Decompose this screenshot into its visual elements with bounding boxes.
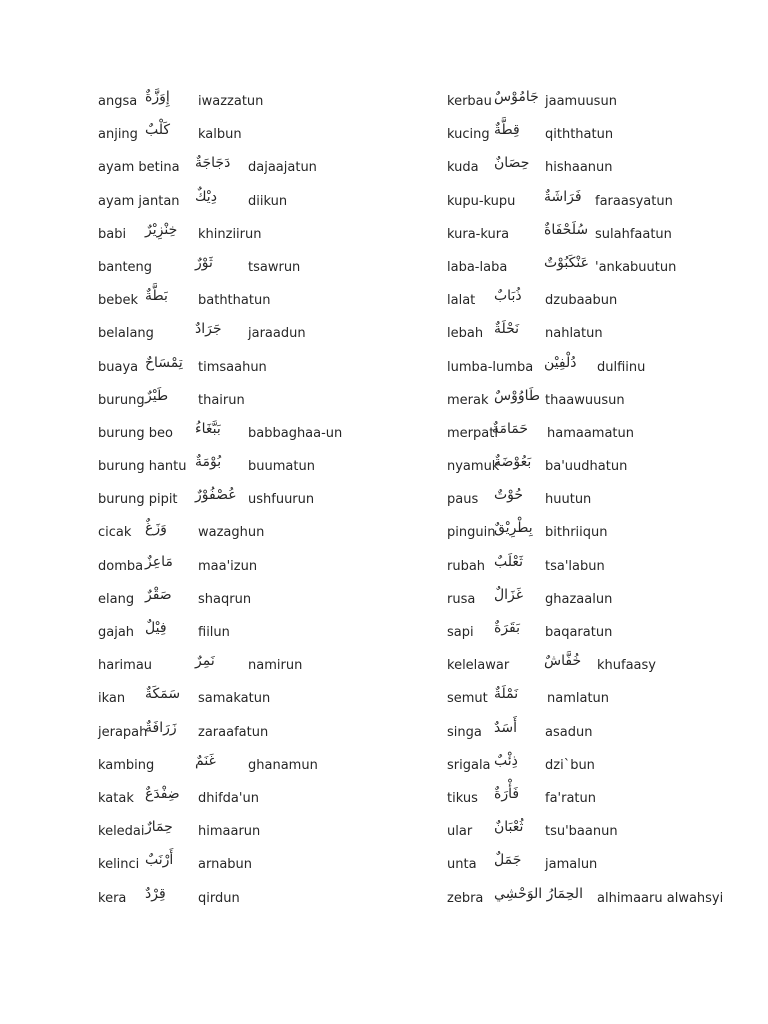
arabic-word: سَمَكَةٌ bbox=[145, 686, 181, 703]
vocab-row bbox=[447, 356, 757, 389]
indonesian-word: banteng bbox=[98, 259, 153, 275]
arabic-word: فَرَاشَةٌ bbox=[544, 188, 582, 205]
transliteration: ghanamun bbox=[248, 757, 318, 773]
indonesian-word: zebra bbox=[447, 890, 484, 906]
transliteration: samakatun bbox=[198, 691, 271, 707]
indonesian-word: ular bbox=[447, 824, 473, 840]
indonesian-word: pinguin bbox=[447, 525, 496, 541]
vocab-row bbox=[98, 455, 428, 488]
indonesian-word: kelelawar bbox=[447, 658, 510, 674]
transliteration: alhimaaru alwahsyi bbox=[597, 890, 724, 906]
vocab-row bbox=[98, 687, 428, 720]
vocab-row bbox=[98, 588, 428, 621]
indonesian-word: laba-laba bbox=[447, 259, 508, 275]
indonesian-word: katak bbox=[98, 790, 134, 806]
indonesian-word: tikus bbox=[447, 790, 478, 806]
vocab-row bbox=[447, 621, 757, 654]
arabic-word: غَنَمٌ bbox=[195, 752, 216, 769]
vocab-row bbox=[98, 654, 428, 687]
arabic-word: نَمِرٌ bbox=[195, 653, 215, 670]
arabic-word: حِمَارٌ bbox=[145, 819, 173, 836]
vocab-row bbox=[98, 887, 428, 920]
arabic-word: غَزَالٌ bbox=[494, 586, 524, 603]
vocab-row bbox=[98, 322, 428, 355]
vocab-row bbox=[447, 389, 757, 422]
arabic-word: بُوْمَةٌ bbox=[195, 454, 222, 471]
arabic-word: عَنْكَبُوْتٌ bbox=[544, 254, 589, 271]
indonesian-word: harimau bbox=[98, 658, 153, 674]
arabic-word: مَاعِزٌ bbox=[145, 553, 173, 570]
left-column bbox=[98, 90, 428, 920]
vocab-row bbox=[98, 853, 428, 886]
indonesian-word: sapi bbox=[447, 625, 474, 640]
transliteration: namirun bbox=[248, 658, 303, 674]
transliteration: thairun bbox=[198, 392, 245, 408]
transliteration: qiththatun bbox=[545, 127, 614, 143]
vocab-row bbox=[447, 787, 757, 820]
transliteration: 'ankabuutun bbox=[595, 259, 677, 275]
transliteration: thaawuusun bbox=[545, 392, 625, 408]
vocab-row bbox=[98, 356, 428, 389]
arabic-word: إِوَزَّةٌ bbox=[145, 89, 170, 105]
vocab-row bbox=[447, 322, 757, 355]
indonesian-word: burung beo bbox=[98, 425, 173, 441]
indonesian-word: jerapah bbox=[98, 724, 148, 740]
transliteration: asadun bbox=[545, 724, 593, 740]
arabic-word: بَعُوْضَةٌ bbox=[494, 454, 532, 471]
arabic-word: فِيْلٌ bbox=[145, 620, 167, 636]
vocab-row bbox=[447, 654, 757, 687]
transliteration: tsawrun bbox=[248, 259, 301, 275]
vocab-row bbox=[447, 289, 757, 322]
arabic-word: دُلْفِيْن bbox=[544, 354, 577, 371]
transliteration: namlatun bbox=[547, 691, 610, 707]
transliteration: ba'uudhatun bbox=[545, 459, 628, 475]
vocab-row bbox=[447, 156, 757, 189]
indonesian-word: kucing bbox=[447, 127, 490, 143]
indonesian-word: kerbau bbox=[447, 94, 492, 109]
arabic-word: بَقَرَةٌ bbox=[494, 620, 521, 636]
arabic-word: جَمَلٌ bbox=[494, 852, 522, 869]
transliteration: baqaratun bbox=[545, 625, 613, 640]
indonesian-word: belalang bbox=[98, 326, 154, 342]
vocab-row bbox=[98, 156, 428, 189]
transliteration: sulahfaatun bbox=[595, 226, 672, 242]
transliteration: faraasyatun bbox=[595, 193, 673, 209]
arabic-word: حُوْتٌ bbox=[494, 487, 524, 504]
right-column bbox=[447, 90, 757, 920]
indonesian-word: lalat bbox=[447, 293, 476, 309]
vocab-row bbox=[447, 588, 757, 621]
vocab-row bbox=[447, 853, 757, 886]
arabic-word: خِنْزِيْرٌ bbox=[145, 221, 178, 238]
vocab-row bbox=[98, 422, 428, 455]
transliteration: huutun bbox=[545, 492, 592, 508]
indonesian-word: anjing bbox=[98, 127, 138, 143]
transliteration: dzubaabun bbox=[545, 293, 618, 309]
vocab-row bbox=[98, 123, 428, 156]
vocab-row bbox=[98, 521, 428, 554]
transliteration: ghazaalun bbox=[545, 591, 613, 607]
vocab-row bbox=[447, 721, 757, 754]
transliteration: arnabun bbox=[198, 857, 253, 873]
arabic-word: ذِئْبٌ bbox=[494, 752, 518, 769]
transliteration: wazaghun bbox=[198, 525, 265, 541]
vocab-row bbox=[447, 820, 757, 853]
transliteration: buumatun bbox=[248, 459, 315, 475]
transliteration: diikun bbox=[248, 193, 288, 209]
arabic-word: أَرْنَبٌ bbox=[145, 852, 174, 869]
indonesian-word: nyamuk bbox=[447, 459, 500, 475]
vocab-row bbox=[447, 887, 757, 920]
indonesian-word: paus bbox=[447, 492, 479, 508]
vocab-row bbox=[447, 223, 757, 256]
indonesian-word: keledai bbox=[98, 824, 145, 840]
arabic-word: عُصْفُوْرٌ bbox=[195, 487, 237, 504]
arabic-word: قِطَّةٌ bbox=[494, 122, 520, 139]
transliteration: tsu'baanun bbox=[545, 824, 618, 840]
arabic-word: الحِمَارُ الوَحْشِي bbox=[494, 885, 583, 902]
transliteration: dajaajatun bbox=[248, 160, 317, 176]
transliteration: himaarun bbox=[198, 824, 261, 840]
indonesian-word: burung bbox=[98, 392, 145, 408]
arabic-word: كَلْبٌ bbox=[145, 122, 171, 139]
indonesian-word: ikan bbox=[98, 691, 126, 707]
transliteration: qirdun bbox=[198, 890, 240, 906]
vocab-row bbox=[447, 455, 757, 488]
vocab-row bbox=[447, 90, 757, 123]
indonesian-word: kura-kura bbox=[447, 226, 510, 242]
indonesian-word: bebek bbox=[98, 293, 139, 309]
indonesian-word: ayam jantan bbox=[98, 193, 180, 209]
transliteration: jamalun bbox=[545, 857, 598, 873]
indonesian-word: buaya bbox=[98, 359, 139, 375]
arabic-word: ذُبَابٌ bbox=[494, 288, 522, 305]
vocab-row bbox=[447, 488, 757, 521]
arabic-word: فَأْرَةٌ bbox=[494, 785, 520, 802]
arabic-word: بِطْرِيْقٌ bbox=[494, 520, 533, 537]
transliteration: fa'ratun bbox=[545, 790, 597, 806]
arabic-word: تِمْسَاحٌ bbox=[145, 354, 183, 371]
arabic-word: خُفَّاشٌ bbox=[544, 653, 582, 670]
arabic-word: وَزَغٌ bbox=[145, 520, 167, 537]
transliteration: jaamuusun bbox=[545, 94, 617, 109]
indonesian-word: burung hantu bbox=[98, 459, 187, 475]
vocab-row bbox=[98, 721, 428, 754]
transliteration: shaqrun bbox=[198, 591, 252, 607]
indonesian-word: rusa bbox=[447, 591, 476, 607]
arabic-word: دَجَاجَةٌ bbox=[195, 155, 231, 172]
arabic-word: أَسَدٌ bbox=[494, 719, 517, 736]
vocab-row bbox=[447, 521, 757, 554]
indonesian-word: domba bbox=[98, 558, 144, 574]
transliteration: iwazzatun bbox=[198, 94, 264, 109]
transliteration: ushfuurun bbox=[248, 492, 315, 508]
indonesian-word: srigala bbox=[447, 757, 491, 773]
indonesian-word: cicak bbox=[98, 525, 132, 541]
vocab-row bbox=[98, 488, 428, 521]
indonesian-word: burung pipit bbox=[98, 492, 178, 508]
vocab-row bbox=[98, 787, 428, 820]
transliteration: tsa'labun bbox=[545, 558, 605, 574]
vocab-row bbox=[98, 621, 428, 654]
arabic-word: طَيْرٌ bbox=[145, 387, 169, 404]
vocab-row bbox=[447, 123, 757, 156]
indonesian-word: merak bbox=[447, 392, 489, 408]
indonesian-word: unta bbox=[447, 857, 477, 873]
vocab-row bbox=[447, 422, 757, 455]
indonesian-word: angsa bbox=[98, 94, 138, 109]
arabic-word: بَطَّةٌ bbox=[145, 288, 168, 305]
transliteration: khufaasy bbox=[597, 658, 656, 674]
transliteration: jaraadun bbox=[248, 326, 306, 342]
transliteration: baththatun bbox=[198, 293, 271, 309]
vocab-row bbox=[447, 687, 757, 720]
transliteration: kalbun bbox=[198, 127, 242, 143]
indonesian-word: kambing bbox=[98, 757, 155, 773]
indonesian-word: kupu-kupu bbox=[447, 193, 516, 209]
vocab-row bbox=[447, 754, 757, 787]
vocab-row bbox=[98, 555, 428, 588]
transliteration: fiilun bbox=[198, 625, 230, 640]
arabic-word: سُلَحْفَاةٌ bbox=[544, 221, 589, 238]
arabic-word: حِصَانٌ bbox=[494, 155, 530, 172]
vocab-row bbox=[98, 820, 428, 853]
arabic-word: قِرْدٌ bbox=[145, 885, 166, 902]
transliteration: maa'izun bbox=[198, 558, 258, 574]
vocab-row bbox=[98, 389, 428, 422]
vocab-row bbox=[98, 256, 428, 289]
arabic-word: نَمْلَةٌ bbox=[494, 686, 519, 703]
transliteration: bithriiqun bbox=[545, 525, 608, 541]
arabic-word: حَمَامَةٌ bbox=[492, 420, 529, 437]
indonesian-word: kera bbox=[98, 890, 127, 906]
arabic-word: طَاوُوْسٌ bbox=[494, 387, 541, 404]
arabic-word: نَحْلَةٌ bbox=[494, 321, 520, 338]
arabic-word: زَرَافَةٌ bbox=[145, 719, 177, 736]
arabic-word: ثَعْلَبٌ bbox=[494, 553, 524, 570]
transliteration: zaraafatun bbox=[198, 724, 269, 740]
indonesian-word: gajah bbox=[98, 625, 135, 640]
indonesian-word: kuda bbox=[447, 160, 479, 176]
indonesian-word: lumba-lumba bbox=[447, 359, 534, 375]
arabic-word: ثُعْبَانٌ bbox=[494, 819, 524, 836]
transliteration: dhifda'un bbox=[198, 790, 259, 806]
vocab-row bbox=[98, 289, 428, 322]
vocab-row bbox=[447, 555, 757, 588]
indonesian-word: ayam betina bbox=[98, 160, 180, 176]
transliteration: dulfiinu bbox=[597, 359, 646, 375]
arabic-word: صَقْرٌ bbox=[145, 586, 172, 603]
indonesian-word: merpati bbox=[447, 425, 498, 441]
vocab-row bbox=[447, 190, 757, 223]
transliteration: hamaamatun bbox=[547, 425, 635, 441]
indonesian-word: singa bbox=[447, 724, 482, 740]
transliteration: timsaahun bbox=[198, 359, 267, 375]
transliteration: khinziirun bbox=[198, 226, 262, 242]
indonesian-word: semut bbox=[447, 691, 488, 707]
transliteration: dzi`bun bbox=[545, 757, 595, 773]
arabic-word: ثَوْرٌ bbox=[195, 254, 213, 271]
transliteration: babbaghaa-un bbox=[248, 425, 343, 441]
transliteration: hishaanun bbox=[545, 160, 613, 176]
transliteration: nahlatun bbox=[545, 326, 603, 342]
vocab-row bbox=[447, 256, 757, 289]
vocab-row bbox=[98, 223, 428, 256]
arabic-word: جَرَادٌ bbox=[195, 321, 222, 338]
arabic-word: ضِفْدَعٌ bbox=[145, 785, 180, 802]
indonesian-word: lebah bbox=[447, 326, 484, 342]
vocab-row bbox=[98, 90, 428, 123]
arabic-word: دِيْكٌ bbox=[195, 188, 217, 205]
indonesian-word: elang bbox=[98, 591, 135, 607]
arabic-word: بَبَّغَاءُ bbox=[195, 420, 221, 437]
vocab-row bbox=[98, 754, 428, 787]
vocab-row bbox=[98, 190, 428, 223]
indonesian-word: rubah bbox=[447, 558, 486, 574]
arabic-word: جَامُوْسٌ bbox=[494, 89, 539, 105]
indonesian-word: babi bbox=[98, 226, 127, 242]
indonesian-word: kelinci bbox=[98, 857, 140, 873]
